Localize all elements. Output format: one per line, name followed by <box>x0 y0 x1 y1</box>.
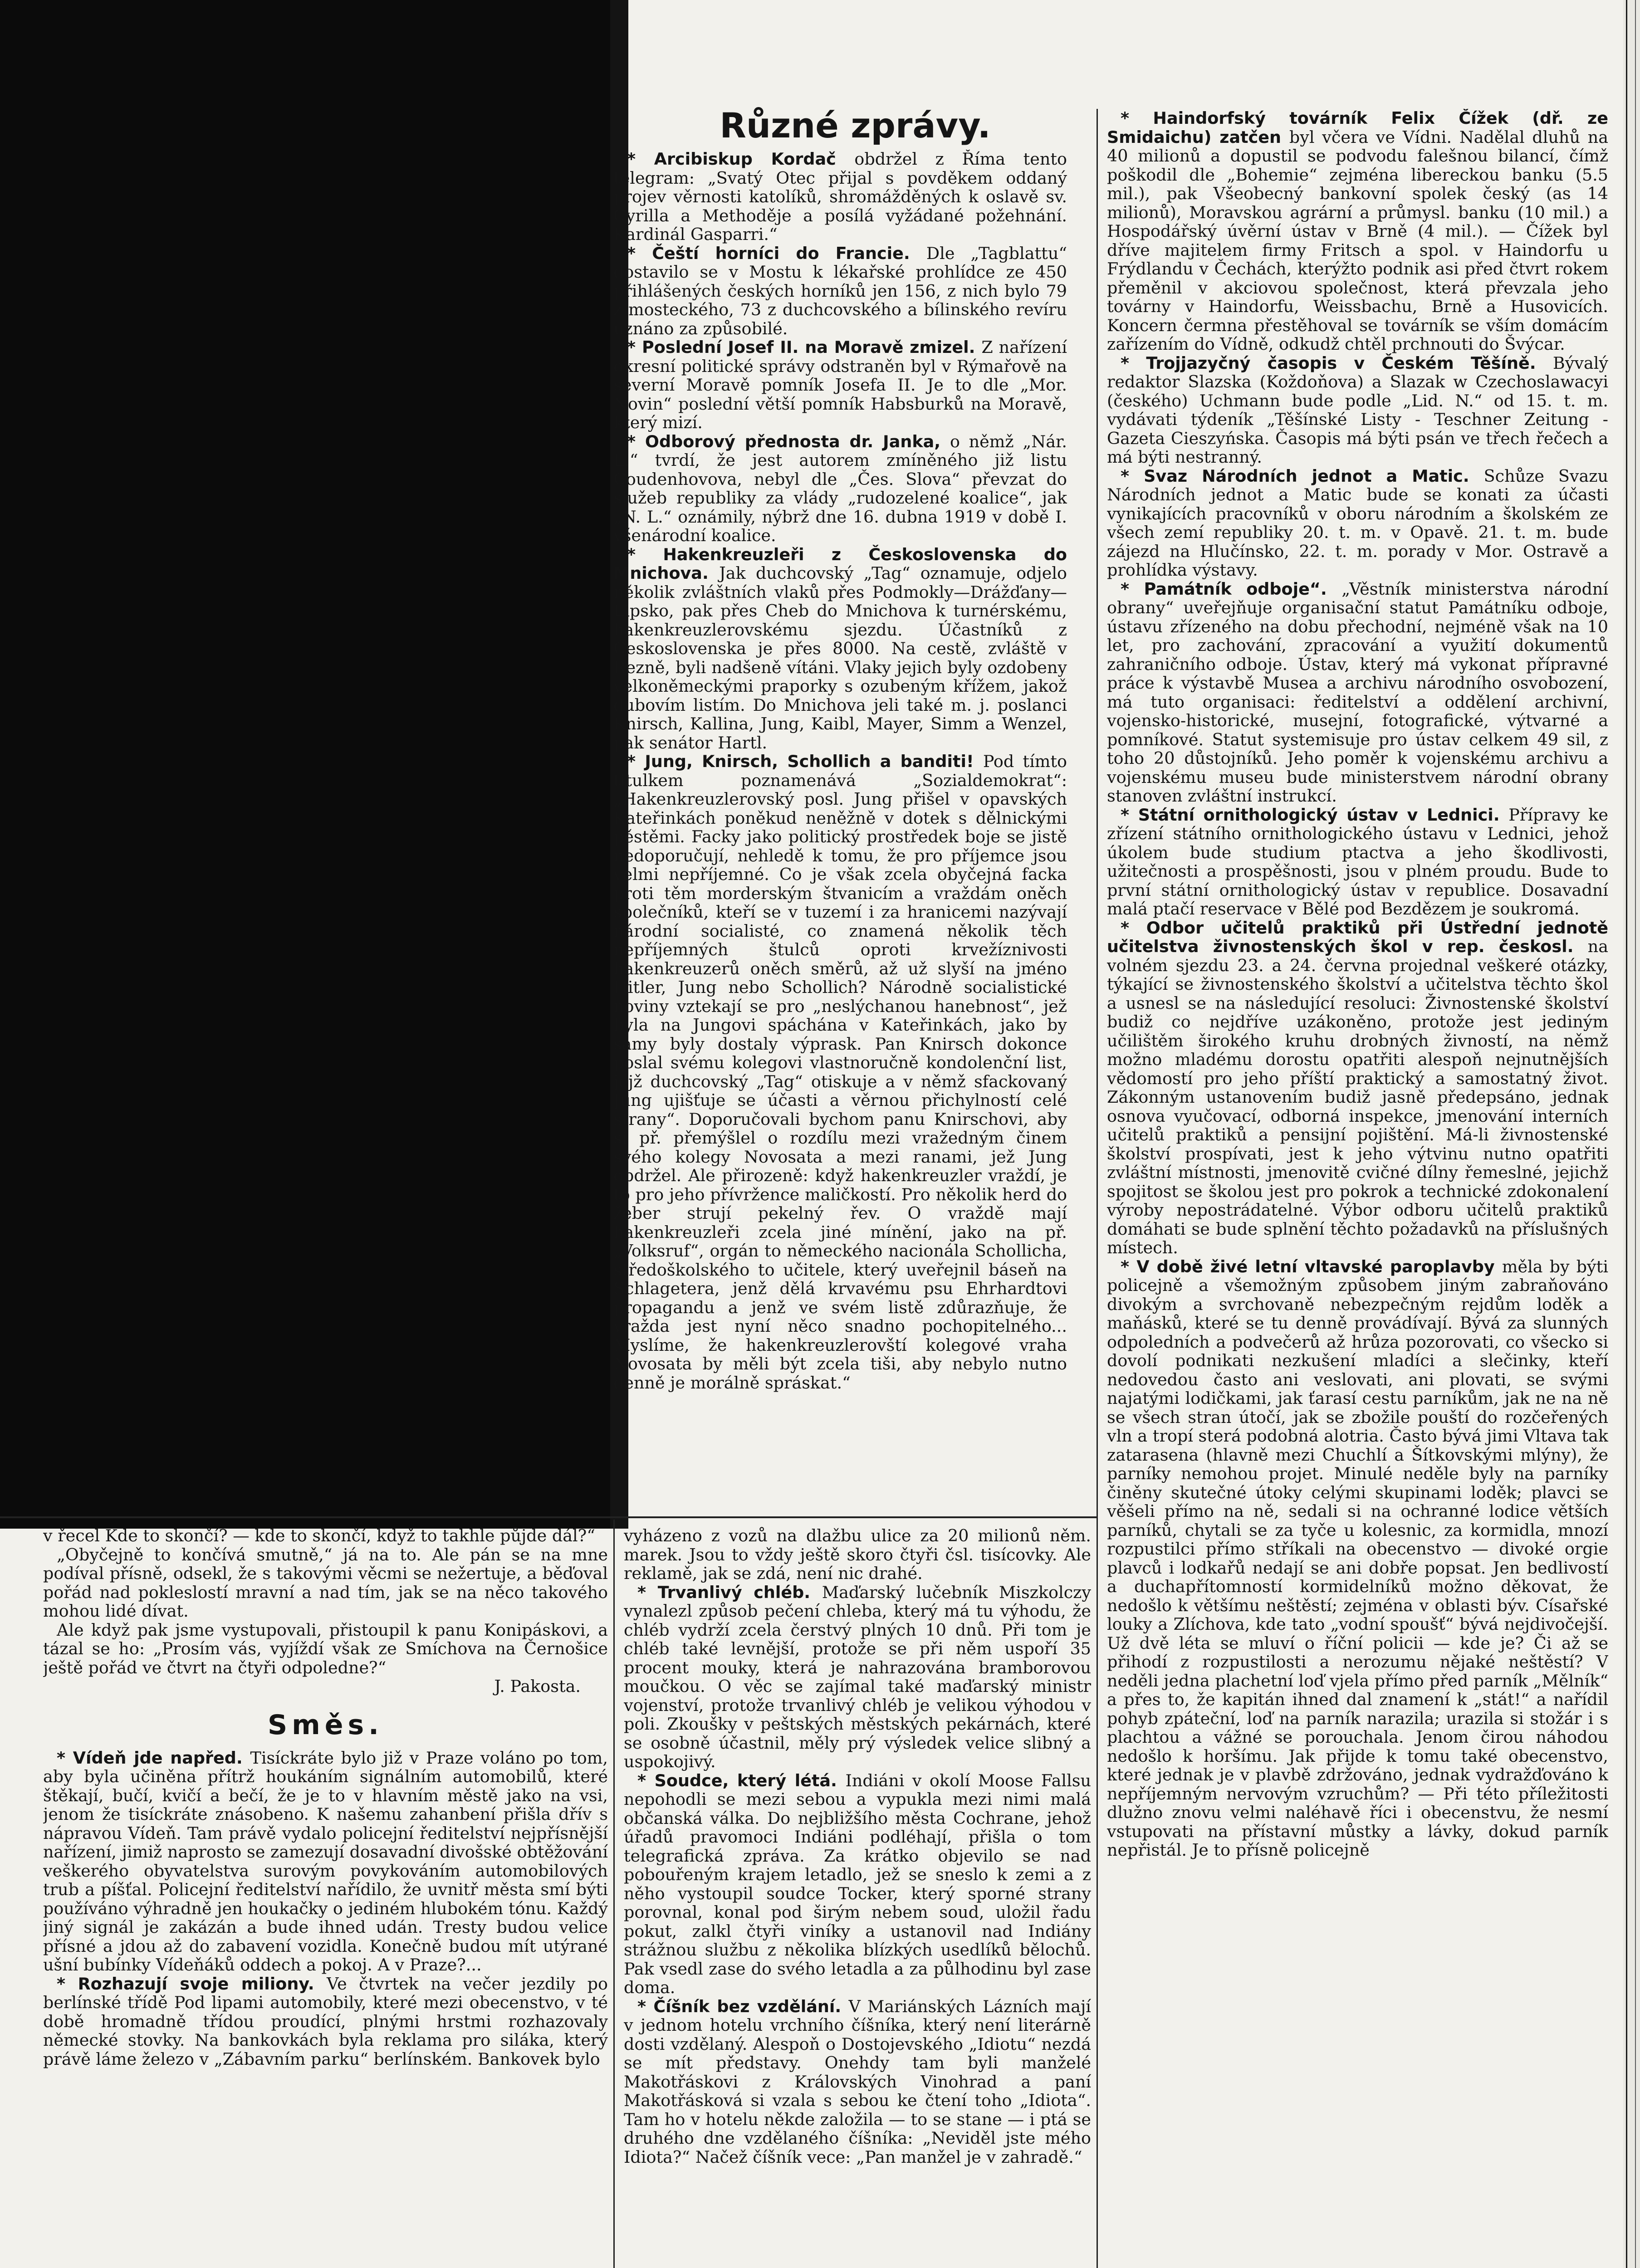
news-headline: * V době živé letní vltavské paroplavby <box>1121 1256 1502 1276</box>
story-paragraph: Ale když pak jsme vystupovali, přistoupil k panu Konipáskovi, a tázal se ho: „Prosím vás, vyjíždí však ze Smíchova na Černošice ještě pořád ve čtvrt na čtyři odpoledne?“ <box>43 1620 608 1677</box>
news-headline: * Soudce, který létá. <box>637 1770 846 1790</box>
news-text: Jak duchcovský „Tag“ oznamuje, odjelo několik zvláštních vlaků přes Podmokly—Drážďany—Lipsko, pak přes Cheb do Mnichova k turnérskému, hakenkreuzlerovskému sjezdu. Účastníků z Československa je přes 8000. Na cestě, zvláště v Řezně, byli nadšeně vítáni. Vlaky jejich byly ozdobeny velkoněmeckými praporky s ozubeným křížem, jakož dubovím listím. Do Mnichova jeli také m. j. poslanci Knirsch, Kallina, Jung, Kaibl, Mayer, Simm a Wenzel, pak senátor Hartl. <box>613 563 1067 753</box>
news-headline: * Vídeň jde napřed. <box>57 1748 250 1768</box>
news-item <box>1107 806 1608 919</box>
news-item <box>1107 109 1608 354</box>
news-item <box>1107 919 1608 1257</box>
news-text: Indiáni v okolí Moose Fallsu nepohodli se mezi sebou a vypukla mezi nimi malá občanská válka. Do nejbližšího města Cochrane, jehož úřadů pravomoci Indiáni podléhají, přišla o tom telegrafická zpráva. Za krátko objevilo se nad pobouřeným krajem letadlo, jež se sneslo k zemi a z něho vystoupil soudce Tocker, který sporné strany porovnal, konal pod širým nebem soud, uložil řadu pokut, zalkl čtyři viníky a ustanovil nad Indiány strážnou službu z několika blízkých usedlíků bělochů. Pak vsedl zase do svého letadla a za půlhodinu byl zase doma. <box>624 1770 1091 1997</box>
news-item <box>1107 354 1608 467</box>
news-text: obdržel z Říma tento telegram: „Svatý Otec přijal s povděkem oddaný projev věrnosti katolíků, shromážděných k oslavě sv. Cyrilla a Methoděje a posílá vyžádané požehnání. Kardinál Gasparri.“ <box>613 150 1067 244</box>
news-headline: * Památník odboje“. <box>1121 579 1342 599</box>
news-text: Přípravy ke zřízení státního ornithologického ústavu v Lednici, jehož úkolem bude studium ptactva a jeho škodlivosti, užitečnosti a prospěšnosti, jsou v plném proudu. Bude to první státní ornithologický ústav v republice. Dosavadní malá ptačí reservace v Bělé pod Bezdězem je soukromá. <box>1107 805 1608 919</box>
news-item <box>43 1975 608 2069</box>
scan-dark-area <box>0 0 618 1529</box>
news-item <box>613 752 1067 1392</box>
news-text: Dle „Tagblattu“ dostavilo se v Mostu k lékařské prohlídce ze 450 přihlášených českých horníků jen 156, z nich bylo 79 z mosteckého, 73 z duchcovského a bílinského revíru uznáno za způsobilé. <box>613 243 1067 338</box>
news-text: byl včera ve Vídni. Nadělal dluhů na 40 milionů a dopustil se podvodu falešnou bilancí, čímž poškodil dle „Bohemie“ zejména libereckou banku (5.5 mil.), pak Všeobecný bankovní spolek český (as 14 milionů), Moravskou agrární a průmysl. banku (10 mil.) a Hospodářský úvěrní ústav v Brně (4 mil.). — Čížek byl dříve majitelem firmy Fritsch a spol. v Haindorfu u Frýdlandu v Čechách, kterýžto podnik asi před čtvrt rokem přeměnil v akciovou společnost, která převzala jeho továrny v Haindorfu, Weissbachu, Brně a Husovicích. Koncern čermna přestěhoval se továrník se vším domácím zařízením do Vídně, odkudž chtěl prchnouti do Švýcar. <box>1107 127 1608 354</box>
news-headline: * Trojjazyčný časopis v Českém Těšíně. <box>1121 353 1553 373</box>
news-headline: * Jung, Knirsch, Schollich a banditi! <box>627 752 983 771</box>
news-text: Tisíckráte bylo již v Praze voláno po tom, aby byla učiněna přítrž houkáním signálním automobilů, které štěkají, bučí, kvičí a bečí, že je to v hlavním městě jako na vsi, jenom že tisíckráte znásobeno. K našemu zahanbení přišla dřív s nápravou Vídeň. Tam právě vydalo policejní ředitelství nejpřísnější nařízení, jimiž naprosto se zamezují dosavadní divošské obtěžování veškerého obyvatelstva surovým povykováním automobilových trub a píšťal. Policejní ředitelství nařídilo, že uvnitř města smí býti používáno výhradně jen houkačky o jediném hlubokém tónu. Každý jiný signál je zakázán a bude ihned udán. Tresty budou velice přísné a jdou až do zabavení vozidla. Konečně budou mít utýrané ušní bubínky Vídeňáků oddech a pokoj. A v Praze?... <box>43 1748 608 1975</box>
news-text: Maďarský lučebník Miszkolczy vynalezl způsob pečení chleba, který má tu výhodu, že chléb vydrží zcela čerstvý plných 10 dnů. Při tom je chléb také levnější, protože se při něm uspoří 35 procent mouky, která je nahrazována bramborovou moučkou. O věc se zajímal také maďarský ministr vojenství, protože trvanlivý chléb je velikou výhodou v poli. Zkoušky v peštských městských pekárnách, které se osobně účastnil, měly prý výsledek velice slibný a uspokojivý. <box>624 1582 1091 1771</box>
page-edge <box>1623 0 1640 2268</box>
news-headline: * Čeští horníci do Francie. <box>627 243 926 263</box>
continued-text: vyházeno z vozů na dlažbu ulice za 20 milionů něm. marek. Jsou to vždy ještě skoro čtyři čsl. tisícovky. Ale reklamě, jak se zdá, není nic drahé. <box>624 1526 1091 1583</box>
news-headline: * Hakenkreuzleři z Československa do Mnichova. <box>613 544 1067 583</box>
news-text: Schůze Svazu Národních jednot a Matic bude se konati za účasti vynikajících pracovníků v oboru národním a školském ze všech zemí republiky 20. t. m. v Opavě. 21. t. m. bude zájezd na Hlučínsko, 22. t. m. porady v Mor. Ostravě a prohlídka výstavy. <box>1107 466 1608 580</box>
news-text: „Věstník ministerstva národní obrany“ uveřejňuje organisační statut Památníku odboje, ústavu zřízeného na dobu přechodní, nejméně však na 10 let, pro zachování, zpracování a využití dokumentů zahraničního odboje. Ústav, který má vykonat přípravné práce k výstavbě Musea a archivu národního osvobození, má tuto organisaci: ředitelství a oddělení archivní, vojensko-historické, musejní, fotografické, výtvarné a pomníkové. Statut systemisuje pro ústav celkem 49 sil, z toho 20 důstojníků. Jeho poměr k vojenskému archivu a vojenskému museu bude ministerstvem národní obrany stanoven zvláštní instrukcí. <box>1107 579 1608 806</box>
story-paragraph: „Obyčejně to končívá smutně,“ já na to. Ale pán se na mne podíval přísně, odsekl, že s takovými věcmi se nežertuje, a běďoval pořád nad pokleslostí mravní a nad tím, jak se na něco takového mohou lidé dívat. <box>43 1545 608 1621</box>
section-title: Různé zprávy. <box>720 105 991 146</box>
news-headline: * Odbor učitelů praktiků při Ústřední jednotě učitelstva živnostenských škol v rep. českosl. <box>1107 918 1608 956</box>
news-headline: * Svaz Národních jednot a Matic. <box>1121 466 1484 486</box>
news-headline: * Rozhazují svoje miliony. <box>57 1974 327 1994</box>
author-signature: J. Pakosta. <box>494 1677 581 1696</box>
news-item <box>613 545 1067 753</box>
news-item <box>1107 467 1608 580</box>
column-a <box>613 150 1067 1510</box>
news-text: na volném sjezdu 23. a 24. června projednal veškeré otázky, týkající se živnostenského školství a učitelstva těchto škol a usnesl se na následující resoluci: Živnostenské školství budiž co nejdříve uzákoněno, protože jest jediným učilištěm širokého kruhu drobných živností, na němž možno mladému dorostu opatřiti alespoň nejnutnějších vědomostí pro jeho příští praktický a samostatný život. Zákonným ustanovením budiž jasně předepsáno, jednak osnova vyučovací, odborná inspekce, jmenování interních učitelů praktiků a pensijní pojištění. Má-li živnostenské školství prospívati, jest k jeho výtvinu nutno opatřiti zvláštní místnosti, jmenovitě cvičné dílny řemeslné, jejichž spojitost se školou jest pro pokrok a technické zdokonalení výroby nepostrádatelné. Výbor odboru učitelů praktiků domáhati se bude splnění těchto požadavků na příslušných místech. <box>1107 937 1608 1257</box>
news-headline: * Státní ornithologický ústav v Lednici. <box>1121 805 1509 825</box>
column-b <box>1107 109 1608 2268</box>
news-text: Z nařízení okresní politické správy odstraněn byl v Rýmařově na severní Moravě pomník Josefa II. Je to dle „Mor. Novin“ poslední větší pomník Habsburků na Moravě, který mizí. <box>613 337 1067 432</box>
news-item <box>624 1583 1091 1771</box>
news-item <box>624 1771 1091 1997</box>
story-paragraph: v řecel Kde to skončí? — kde to skončí, když to takhle půjde dál?“ <box>43 1526 595 1545</box>
news-text: Ve čtvrtek na večer jezdily po berlínské třídě Pod lipami automobily, které mezi obecenstvo, v té době hromadně třídou proudící, plnými hrstmi rozhazovaly německé stovky. Na bankovkách byla reklama pro siláka, který právě láme železo v „Zábavním parku“ berlínském. Bankovek bylo <box>43 1974 608 2069</box>
news-headline: * Poslední Josef II. na Moravě zmizel. <box>627 337 982 357</box>
news-item <box>613 338 1067 432</box>
news-text: Pod tímto titulkem poznamenává „Sozialdemokrat“: „Hakenkreuzlerovský posl. Jung přišel v opavských Kateřinkách poněkud neněžně v dotek s dělnickými pěstěmi. Facky jako politický prostředek boje se jistě nedoporučují, nehledě k tomu, že pro příjemce jsou velmi nepříjemné. Co je však zcela obyčejná facka proti těm morderským štvanicím a vraždám oněch společníků, kteří se v tuzemí i za hranicemi nazývají národní socialisté, co znamená několik těch nepříjemných štulců oproti krvežíznivosti hakenkreuzerů oněch směrů, až už slyší na jméno Hitler, Jung nebo Schollich? Národně socialistické noviny vztekají se pro „neslýchanou hanebnost“, jež byla na Jungovi spáchána v Kateřinkách, jako by samy byly dostaly výprask. Pan Knirsch dokonce poslal svému kolegovi vlastnoručně kondolenční list, jejž duchcovský „Tag“ otiskuje a v němž sfackovaný Jung ujišťuje se účasti a věrnou přichylností celé strany“. Doporučovali bychom panu Knirschovi, aby si př. přemýšlel o rozdílu mezi vražedným činem svého kolegy Novosata a mezi ranami, jež Jung obdržel. Ale přirozeně: když hakenkreuzler vraždí, je to pro jeho přívržence maličkostí. Pro několik herd do žeber strují pekelný řev. O vraždě mají hakenkreuzleři zcela jiné mínění, jako na př. „Volksruf“, orgán to německého nacionála Schollicha, středoškolského to učitele, který uveřejnil báseň na Schlagetera, jenž dělá krvavému psu Ehrhardtovi propagandu a jenž ve svém listě zdůrazňuje, že vražda jest nyní něco snadno pochopitelného... Myslíme, že hakenkreuzlerovští kolegové vraha Novosata by měli být zcela tiši, aby nebylo nutno denně je morálně spráskat.“ <box>613 752 1067 1393</box>
news-item <box>1107 1257 1608 1860</box>
smes-title: Směs. <box>268 1709 383 1741</box>
column-rule <box>613 1520 615 2268</box>
news-headline: * Číšník bez vzdělání. <box>637 1996 849 2016</box>
news-headline: * Haindorfský továrník Felix Čížek (dř. ze Smidaichu) zatčen <box>1107 109 1608 147</box>
news-text: o němž „Nár. L.“ tvrdí, že jest autorem zmíněného již listu Coudenhovova, nebyl dle „Čes. Slova“ převzat do služeb republiky za vlády „rudozelené koalice“, jak „N. L.“ oznámily, nýbrž dne 16. dubna 1919 v době I. všenárodní koalice. <box>613 431 1067 545</box>
news-item <box>613 150 1067 244</box>
news-item <box>43 1749 608 1975</box>
news-item <box>624 1997 1091 2167</box>
news-text: Bývalý redaktor Slazska (Koždoňova) a Slazak w Czechoslawacyi (českého) Uchmann bude podle „Lid. N.“ od 15. t. m. vydávati týdeník „Těšínské Listy - Teschner Zeitung - Gazeta Cieszyńska. Časopis má býti psán ve třech řečech a má býti nestranný. <box>1107 353 1608 467</box>
news-headline: * Arcibiskup Kordač <box>627 150 855 169</box>
news-headline: * Odborový přednosta dr. Janka, <box>627 431 950 451</box>
news-text: měla by býti policejně a všemožným způsobem jiným zabraňováno divokým a svrchovaně nebezpečným rejdům loděk a maňásků, které se tu denně provádívají. Bývá za slunných odpoledních a podvečerů až hrůza pozorovati, co všecko si dovolí podnikati nezkušení mladíci a slečinky, kteří nedovedou často ani veslovati, ani plovati, se svými najatými lodičkami, jak ťarasí cestu parníkům, jak ne na ně se všech stran útočí, jak se zbožile pouští do rozčeřených vln a tropí sterá podobná alotria. Často bývá jimi Vltava tak zatarasena (hlavně mezi Chuchlí a Šítkovskými mlýny), že parníky nemohou projet. Minulé neděle byly na parníky činěny skutečné útoky celými skupinami loděk; plavci se věšeli přímo na ně, sedali si na ochranné lodice větších parníků, chytali se za tyče u kolesnic, za kormidla, mnozí rozpustilci přímo stříkali na obecenstvo — divoké orgie plavců i lodkařů nedají se ani dobře popsat. Jen bedlivostí a duchapřítomností kormidelníků možno děkovat, že nedošlo k většímu neštěstí; zejména v oblasti býv. Císařské louky a Zlíchova, kde tato „vodní spoušť“ bývá nejdivočejší. Už dvě léta se mluví o říční policii — kde je? Či až se přihodí z rozpustilosti a nerozumu nějaké neštěstí? V neděli jedna plachetní loď vjela přímo před parník „Mělník“ a přes to, že kapitán ihned dal znamení k „stát!“ a nařídil pohyb zpáteční, loď na parník narazila; urazila si stožár i s plachtou a vážné se porouchala. Jenom čirou náhodou nedošlo k horšímu. Jak přijde k tomu také obecenstvo, které jednak je v plavbě zdržováno, jednak vydražďováno k nepříjemným nervovým vzruchům? — Při této příležitosti dlužno znovu velmi naléhavě říci i obecenstvu, že nesmí vstupovati na přístavní můstky a lávky, dokud parník nepřistál. Je to přísně policejně <box>1107 1256 1608 1860</box>
column-c <box>43 1526 608 2268</box>
news-headline: * Trvanlivý chléb. <box>637 1582 822 1602</box>
column-d <box>624 1526 1091 2268</box>
horizontal-rule <box>0 1516 1098 1518</box>
news-item <box>1107 580 1608 806</box>
news-item <box>613 244 1067 338</box>
news-text: V Mariánských Lázních mají v jednom hotelu vrchního číšníka, který není literárně dosti vzdělaný. Alespoň o Dostojevského „Idiotu“ nezdá se mít představy. Onehdy tam byli manželé Makotřáskovi z Královských Vinohrad a paní Makotřásková si vzala s sebou ke čtení toho „Idiota“. Tam ho v hotelu někde založila — to se stane — i ptá se druhého dne vzdělaného číšníka: „Neviděl jste mého Idiota?“ Načež číšník vece: „Pan manžel je v zahradě.“ <box>624 1996 1091 2167</box>
column-rule <box>1097 109 1098 2268</box>
news-item <box>613 432 1067 545</box>
